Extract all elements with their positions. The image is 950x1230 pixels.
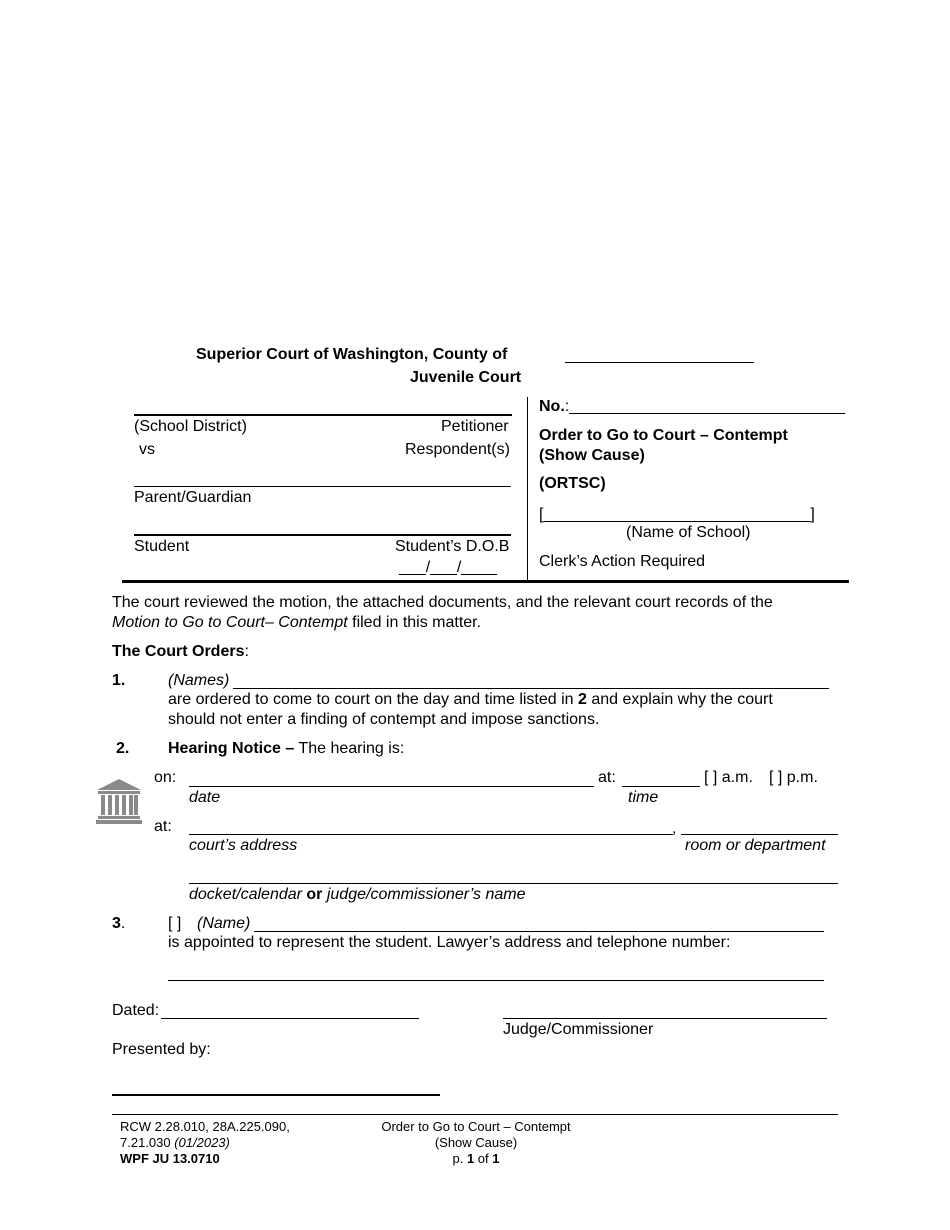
at-time-label: at:	[598, 769, 616, 786]
docket-caption-a: docket/calendar	[189, 886, 307, 903]
case-number-label: No.	[539, 398, 565, 415]
am-checkbox[interactable]: [ ] a.m.	[704, 769, 753, 786]
item3-checkbox[interactable]: [ ]	[168, 915, 182, 932]
footer-title-line1: Order to Go to Court – Contempt	[381, 1119, 571, 1134]
school-district-line[interactable]	[134, 414, 512, 416]
court-subtitle: Juvenile Court	[410, 369, 522, 386]
petitioner-label: Petitioner	[441, 418, 509, 435]
caption-divider	[527, 397, 528, 580]
lawyer-name-line[interactable]	[254, 931, 824, 932]
footer-rule	[112, 1114, 838, 1115]
dob-blank[interactable]: ___/___/____	[399, 559, 497, 576]
hearing-notice-rest: The hearing is:	[294, 740, 405, 757]
item1-text-line1	[168, 690, 773, 709]
student-dob-label: Student’s D.O.B	[395, 538, 510, 555]
room-line[interactable]	[681, 834, 838, 835]
at-address-label: at:	[154, 818, 172, 835]
school-name-label: (Name of School)	[626, 524, 751, 541]
footer-title-line2: (Show Cause)	[434, 1135, 518, 1150]
address-comma: ,	[672, 820, 677, 837]
case-number[interactable]	[539, 397, 845, 416]
item1-text-line2: should not enter a finding of contempt and impose sanctions.	[168, 711, 600, 728]
form-title-line2: (Show Cause)	[539, 447, 645, 464]
orders-heading-colon: :	[244, 643, 249, 660]
item1-ref: 2	[578, 691, 587, 708]
school-name-field[interactable]: [______________________________]	[539, 506, 815, 523]
footer-rcw-text: 7.21.030	[120, 1135, 175, 1150]
judge-signature-line[interactable]	[503, 1018, 827, 1019]
respondents-label: Respondent(s)	[405, 441, 510, 458]
student-line[interactable]	[134, 534, 511, 536]
hearing-date-line[interactable]	[189, 786, 594, 787]
item3-number-dot: .	[120, 915, 126, 932]
item1-number: 1.	[112, 672, 126, 689]
lawyer-address-line[interactable]	[168, 980, 824, 981]
student-label: Student	[134, 538, 190, 555]
form-code: (ORTSC)	[539, 475, 606, 492]
item1-text-b: and explain why the court	[586, 691, 773, 708]
intro-line1: The court reviewed the motion, the attached documents, and the relevant court records of the	[112, 594, 773, 611]
parent-guardian-line[interactable]	[134, 486, 511, 487]
court-address-line[interactable]	[189, 834, 673, 835]
on-label: on:	[154, 769, 177, 786]
item2-number: 2.	[116, 740, 130, 757]
orders-heading	[112, 642, 249, 661]
page-current: 1	[466, 1151, 475, 1166]
pm-checkbox[interactable]: [ ] p.m.	[769, 769, 818, 786]
names-label: (Names)	[168, 672, 230, 689]
docket-line[interactable]	[189, 883, 838, 884]
footer-page-number	[452, 1151, 499, 1167]
room-caption: room or department	[685, 837, 826, 854]
dated-label: Dated:	[112, 1002, 160, 1019]
footer-revision-date: (01/2023)	[174, 1135, 230, 1150]
hearing-notice	[168, 739, 404, 758]
county-field-line[interactable]	[565, 362, 754, 363]
clerk-action: Clerk’s Action Required	[539, 553, 706, 570]
item1-text-a: are ordered to come to court on the day and time listed in	[168, 691, 579, 708]
case-number-line[interactable]: :_______________________________	[564, 398, 846, 415]
item3-number-digit: 3	[112, 915, 121, 932]
time-caption: time	[628, 789, 659, 806]
vs-label: vs	[139, 441, 155, 458]
footer-rcw-line1: RCW 2.28.010, 28A.225.090,	[120, 1119, 290, 1134]
caption-bottom-rule	[122, 580, 849, 583]
presented-by-label: Presented by:	[112, 1041, 211, 1058]
footer-form-id: WPF JU 13.0710	[120, 1151, 220, 1166]
page-total: 1	[492, 1151, 500, 1166]
date-caption: date	[189, 789, 221, 806]
hearing-notice-title: Hearing Notice –	[168, 740, 295, 757]
docket-caption-b: judge/commissioner’s name	[322, 886, 526, 903]
footer-rcw-line2	[120, 1135, 230, 1151]
page-prefix: p.	[452, 1151, 467, 1166]
motion-title: Motion to Go to Court– Contempt	[112, 614, 348, 631]
names-line[interactable]	[233, 688, 829, 689]
docket-caption-or: or	[306, 886, 323, 903]
court-address-caption: court’s address	[189, 837, 298, 854]
item3-text: is appointed to represent the student. Lawyer’s address and telephone number:	[168, 934, 731, 951]
intro-line2	[112, 613, 481, 632]
presenter-signature-line[interactable]	[112, 1094, 440, 1096]
dated-line[interactable]	[161, 1018, 419, 1019]
court-title: Superior Court of Washington, County of	[196, 346, 508, 363]
intro-line2-rest: filed in this matter.	[347, 614, 482, 631]
hearing-time-line[interactable]	[622, 786, 700, 787]
orders-heading-text: The Court Orders	[112, 643, 245, 660]
page-of: of	[474, 1151, 493, 1166]
parent-guardian-label: Parent/Guardian	[134, 489, 252, 506]
form-title-line1: Order to Go to Court – Contempt	[539, 427, 788, 444]
judge-label: Judge/Commissioner	[503, 1021, 654, 1038]
lawyer-name-label: (Name)	[197, 915, 251, 932]
courthouse-icon	[96, 779, 142, 825]
school-district-label: (School District)	[134, 418, 247, 435]
docket-caption	[189, 885, 525, 904]
item3-number	[112, 914, 125, 933]
